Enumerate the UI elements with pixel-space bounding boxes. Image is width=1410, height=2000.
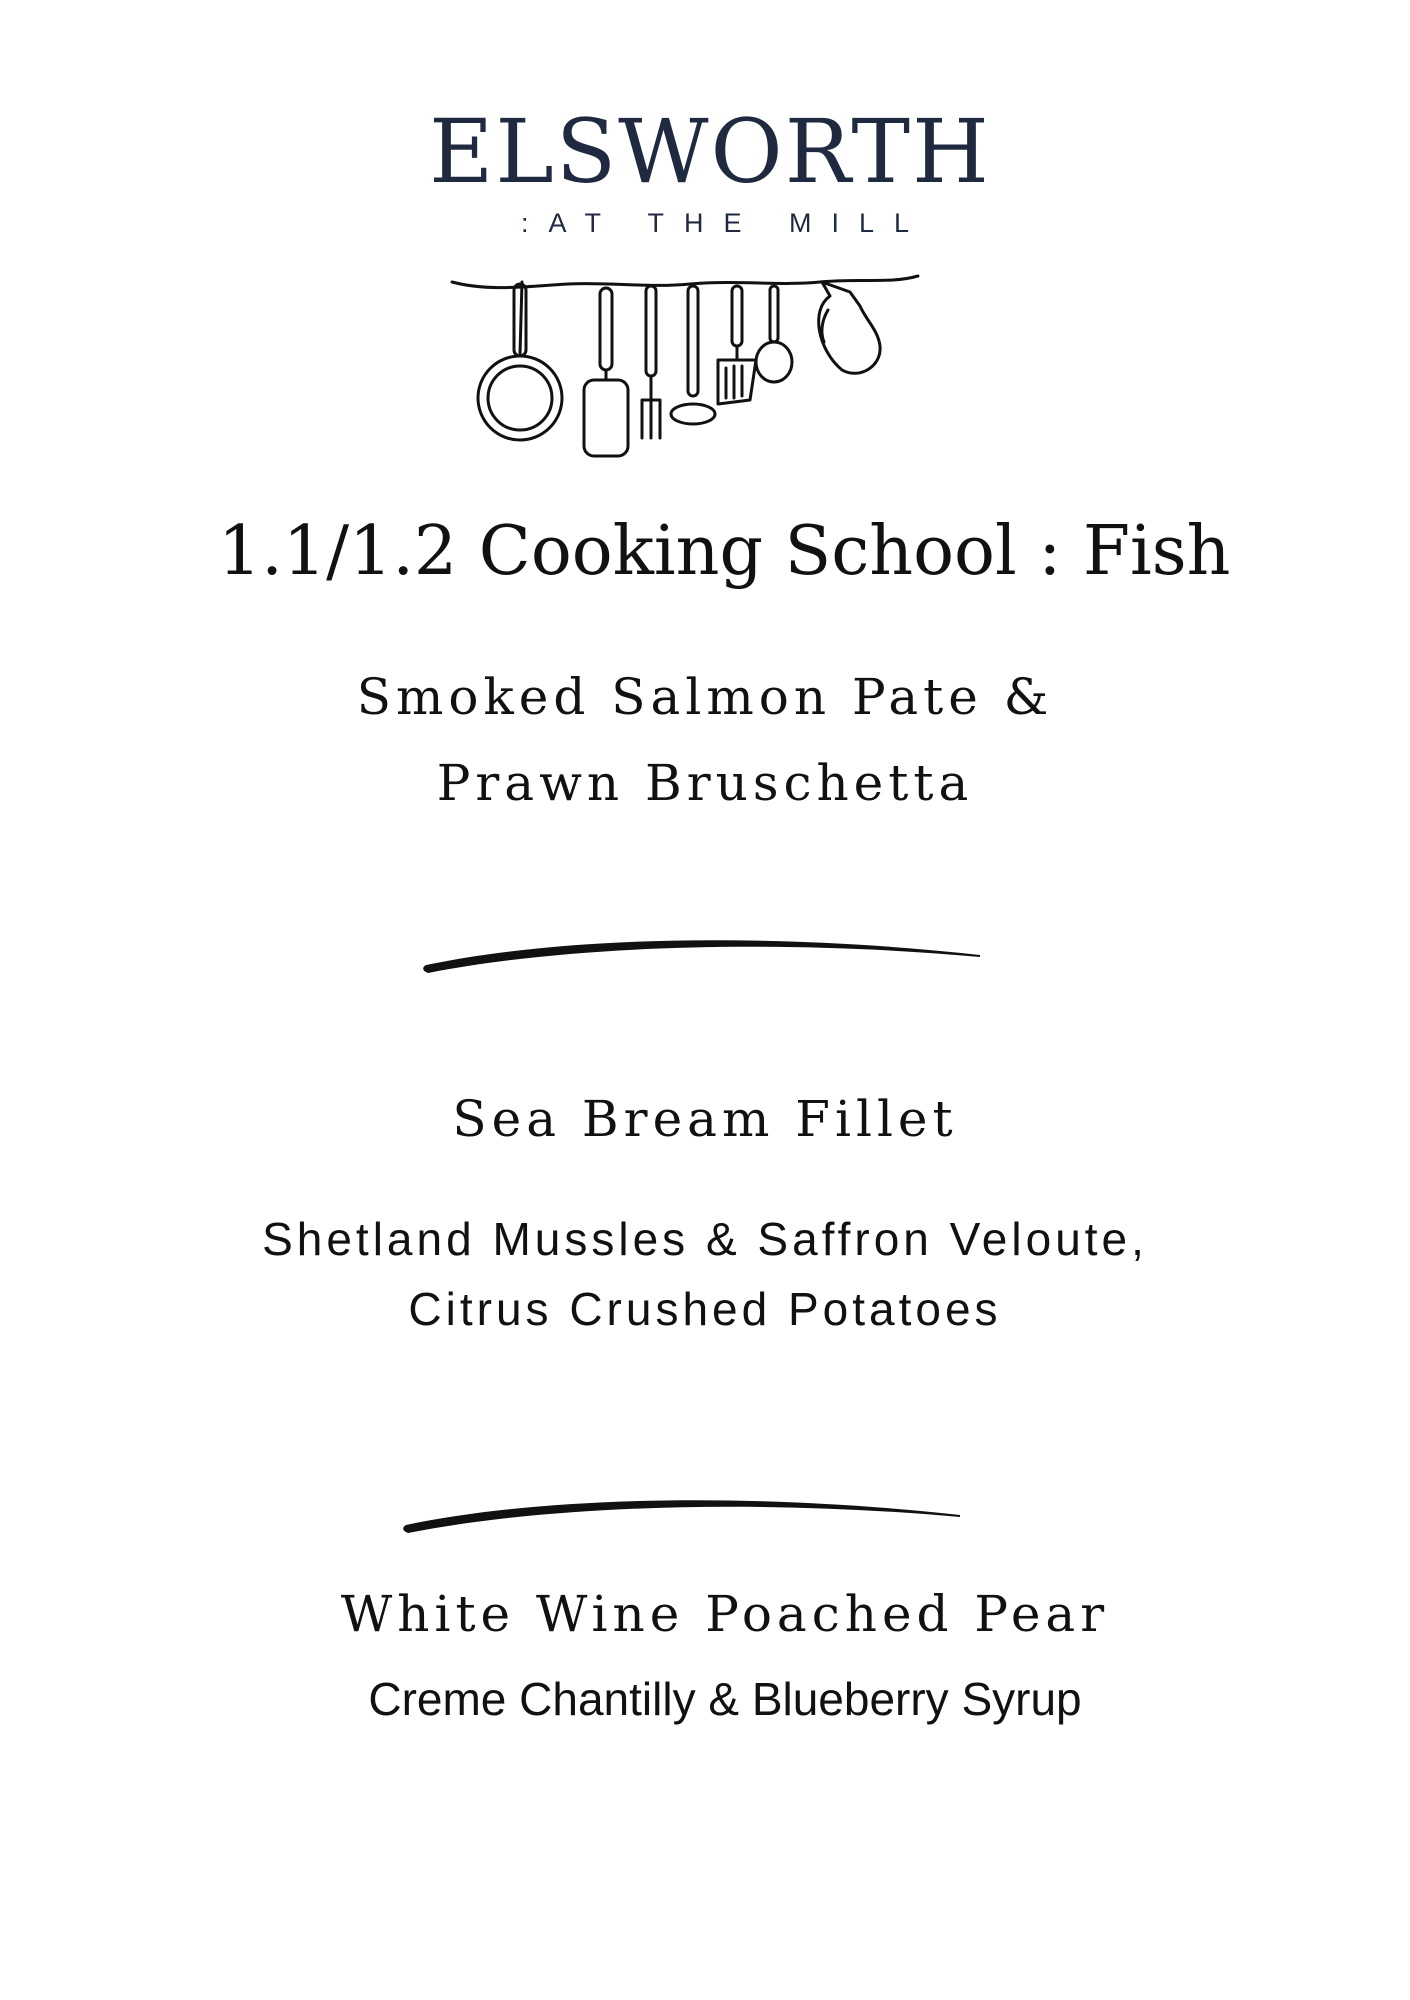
main-course-name: Sea Bream Fillet [452,1090,958,1148]
divider-stroke [420,925,990,975]
logo-subtitle: :AT THE MILL [520,208,930,238]
divider-stroke [400,1485,970,1535]
hanging-utensils-icon [450,270,920,470]
dessert-detail: Creme Chantilly & Blueberry Syrup [368,1673,1082,1725]
main-course-detail-1: Shetland Mussles & Saffron Veloute, [262,1213,1148,1265]
starter-line-1: Smoked Salmon Pate & [356,668,1054,726]
logo-name: ELSWORTH [429,100,991,203]
starter-line-2: Prawn Bruschetta [436,754,974,812]
dessert-name: White Wine Poached Pear [340,1585,1110,1643]
main-course-detail-2: Citrus Crushed Potatoes [408,1283,1002,1335]
page-title: 1.1/1.2 Cooking School : Fish [218,512,1231,591]
